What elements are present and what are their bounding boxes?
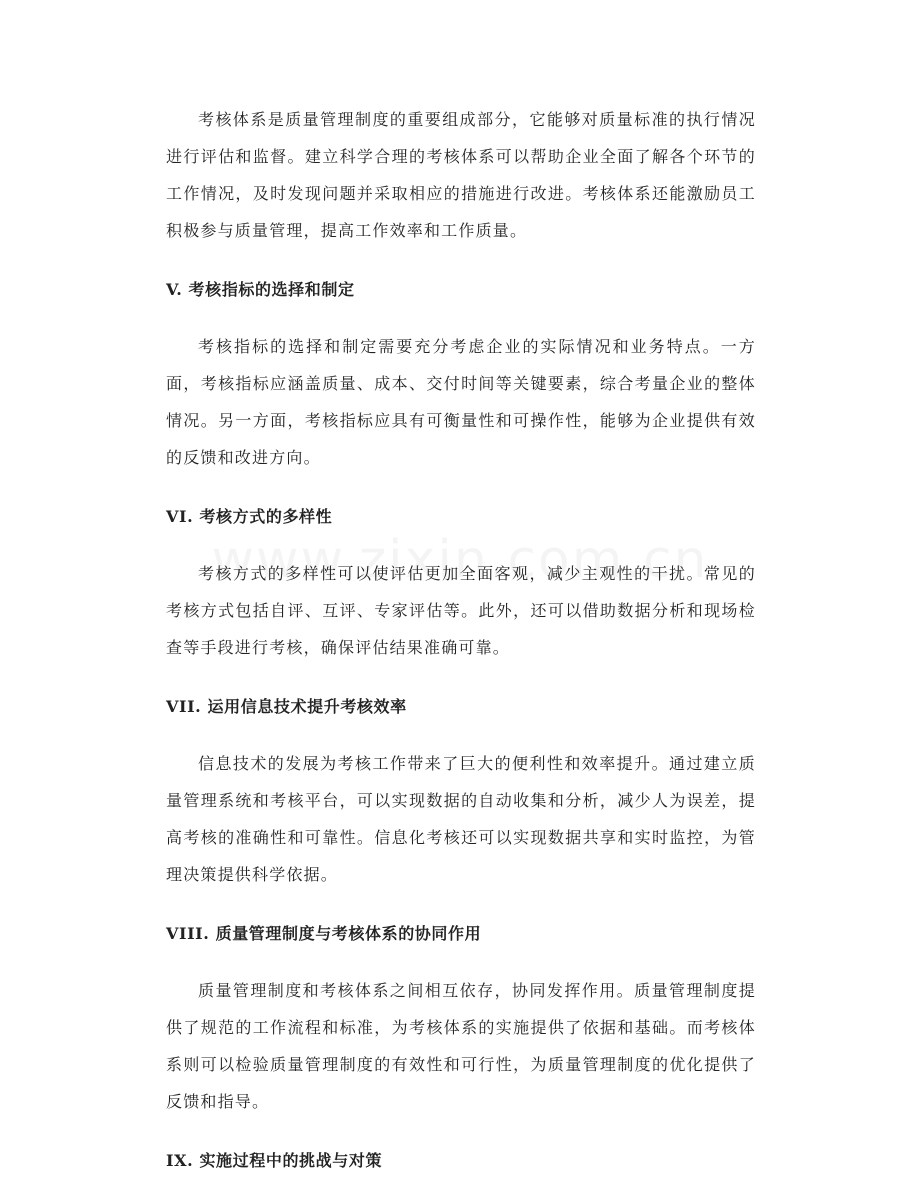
section-heading-7: VII. 运用信息技术提升考核效率 <box>166 697 407 716</box>
paragraph-section-5: 考核指标的选择和制定需要充分考虑企业的实际情况和业务特点。一方面，考核指标应涵盖质量、成本、交付时间等关键要素，综合考量企业的整体情况。另一方面，考核指标应具有可衡量性和可操作性，能够为企业提供有效的反馈和改进方向。 <box>166 337 756 467</box>
section-heading-6: VI. 考核方式的多样性 <box>166 507 333 526</box>
document-body <box>166 101 756 1179</box>
paragraph-section-6: 考核方式的多样性可以使评估更加全面客观，减少主观性的干扰。常见的考核方式包括自评、互评、专家评估等。此外，还可以借助数据分析和现场检查等手段进行考核，确保评估结果准确可靠。 <box>166 564 756 657</box>
section-heading-9: IX. 实施过程中的挑战与对策 <box>166 1151 383 1170</box>
paragraph-intro: 考核体系是质量管理制度的重要组成部分，它能够对质量标准的执行情况进行评估和监督。建立科学合理的考核体系可以帮助企业全面了解各个环节的工作情况，及时发现问题并采取相应的措施进行改进。考核体系还能激励员工积极参与质量管理，提高工作效率和工作质量。 <box>166 110 756 240</box>
section-heading-5: V. 考核指标的选择和制定 <box>166 280 355 299</box>
section-heading-8: VIII. 质量管理制度与考核体系的协同作用 <box>166 924 482 943</box>
paragraph-section-8: 质量管理制度和考核体系之间相互依存，协同发挥作用。质量管理制度提供了规范的工作流程和标准，为考核体系的实施提供了依据和基础。而考核体系则可以检验质量管理制度的有效性和可行性，为质量管理制度的优化提供了反馈和指导。 <box>166 981 756 1111</box>
paragraph-section-7: 信息技术的发展为考核工作带来了巨大的便利性和效率提升。通过建立质量管理系统和考核平台，可以实现数据的自动收集和分析，减少人为误差，提高考核的准确性和可靠性。信息化考核还可以实现数据共享和实时监控，为管理决策提供科学依据。 <box>166 754 756 884</box>
